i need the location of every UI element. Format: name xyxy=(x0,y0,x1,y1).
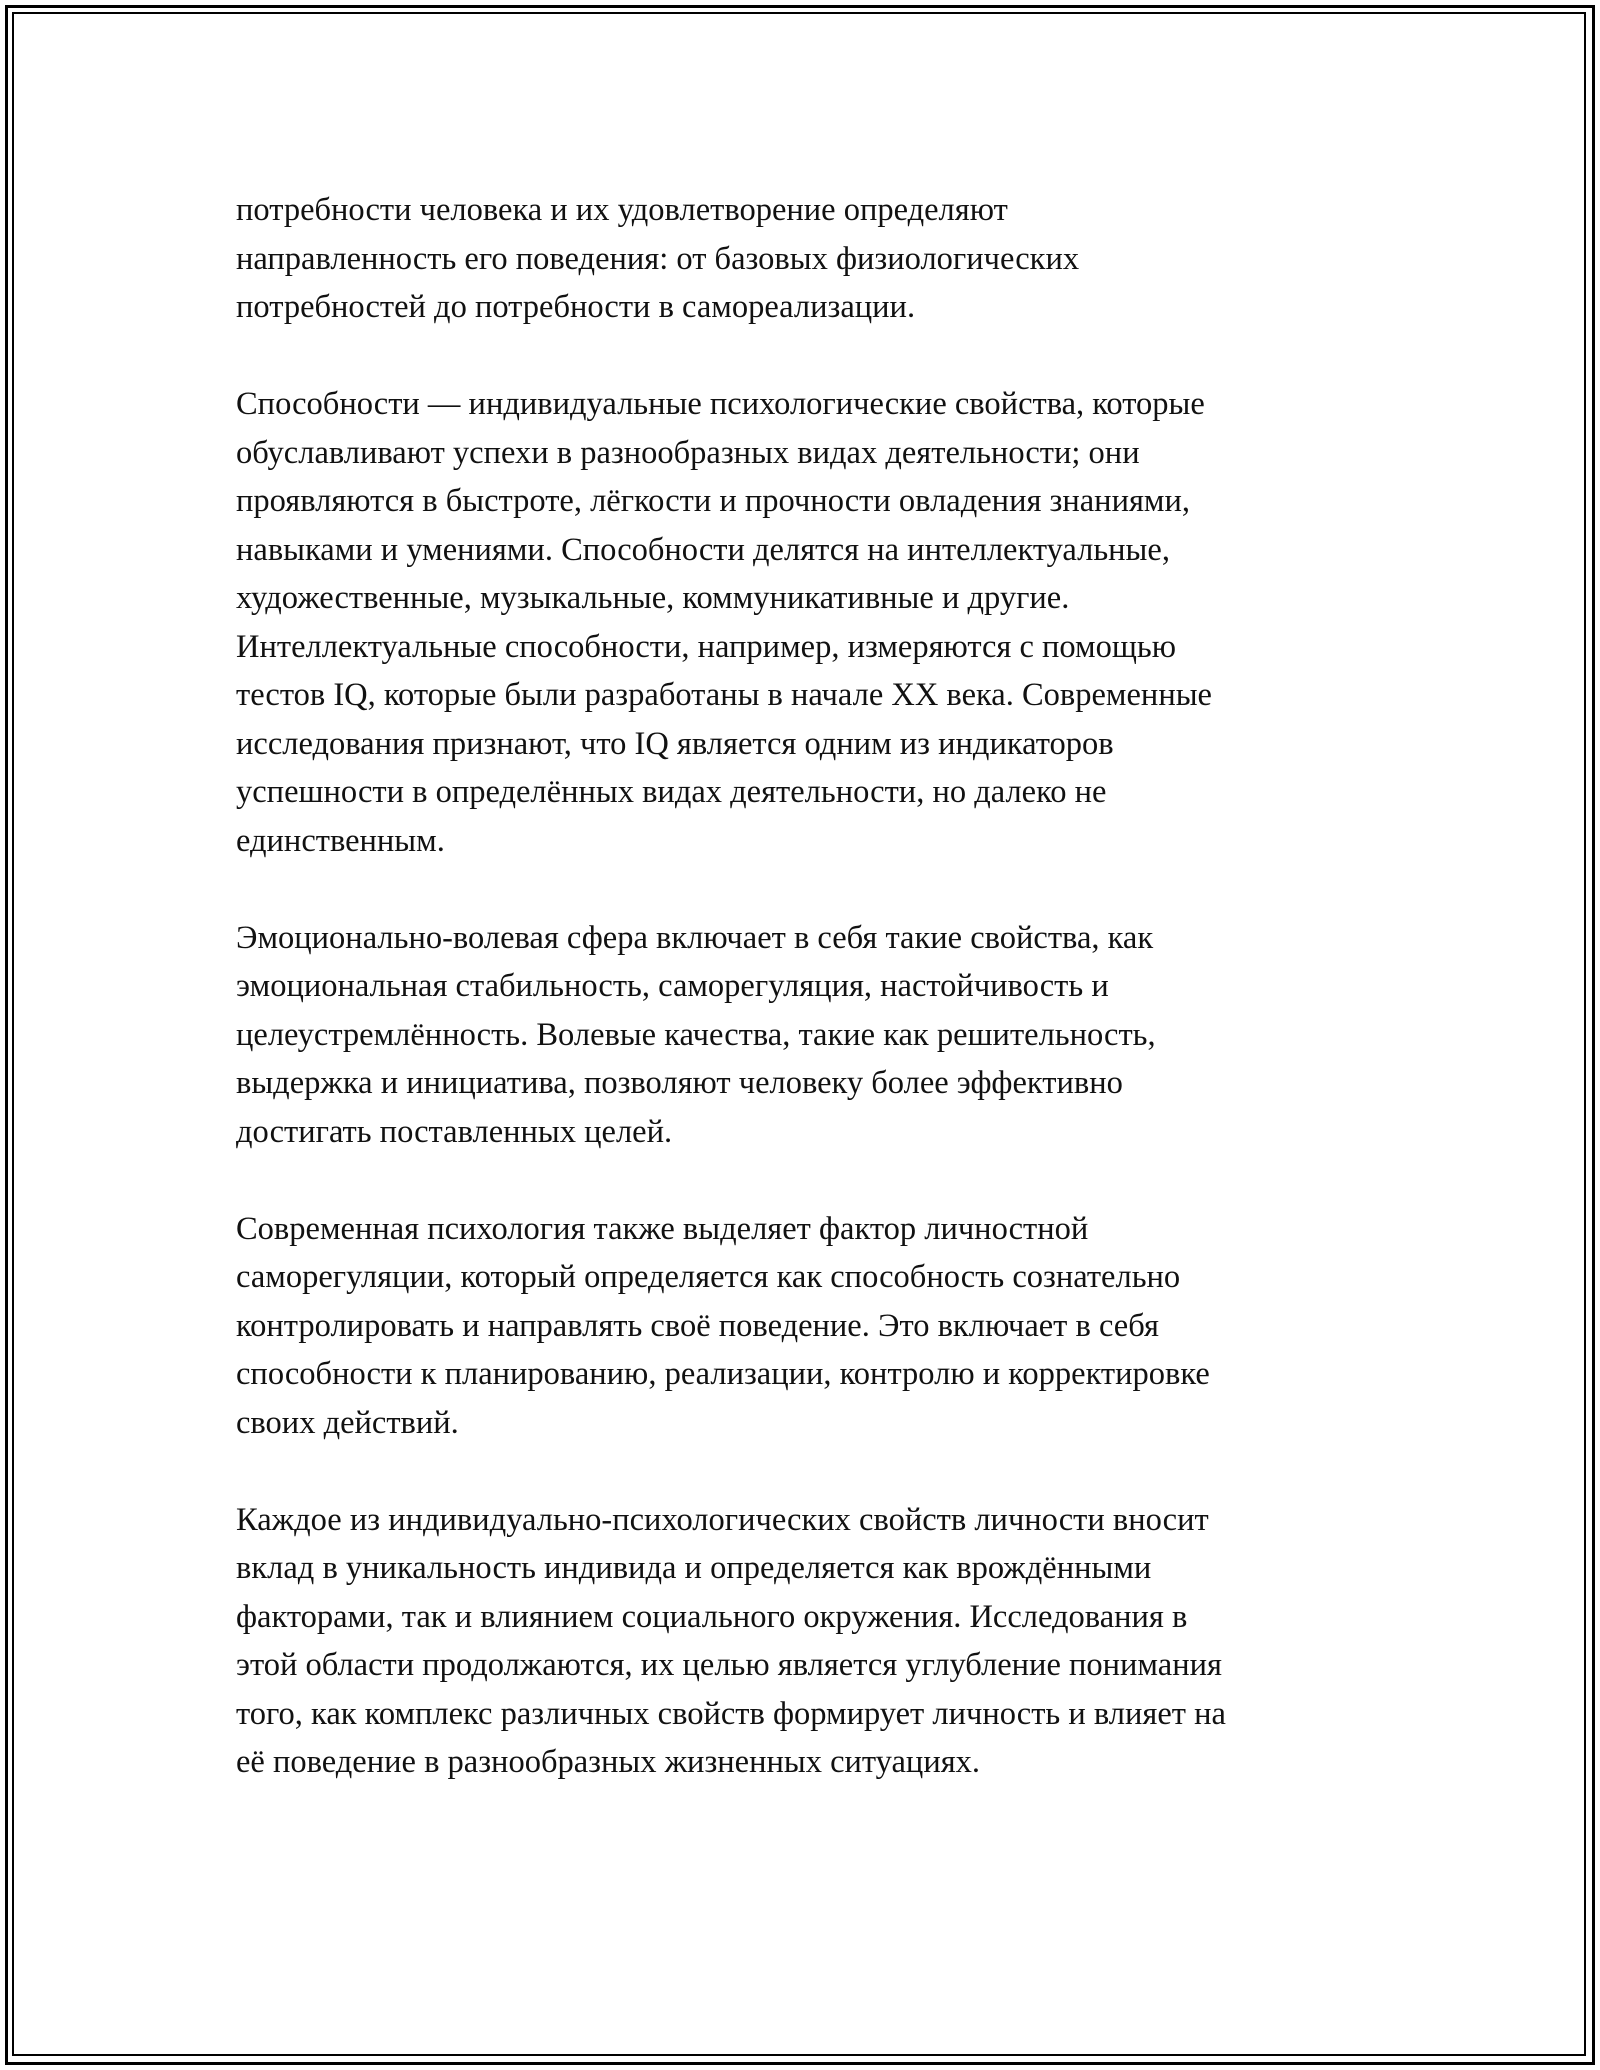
text-line: проявляются в быстроте, лёгкости и прочности овладения знаниями, xyxy=(236,483,1191,519)
text-line: потребностей до потребности в самореализации. xyxy=(236,289,916,325)
text-line: потребности человека и их удовлетворение определяют xyxy=(236,192,1008,228)
text-line: успешности в определённых видах деятельности, но далеко не xyxy=(236,774,1107,810)
text-line: вклад в уникальность индивида и определяется как врождёнными xyxy=(236,1550,1152,1586)
text-line: способности к планированию, реализации, контролю и корректировке xyxy=(236,1356,1210,1392)
text-line: факторами, так и влиянием социального окружения. Исследования в xyxy=(236,1598,1188,1635)
text-line: своих действий. xyxy=(236,1404,459,1441)
document-body xyxy=(236,186,1376,1835)
paragraph-abilities xyxy=(236,380,1376,865)
text-line: её поведение в разнообразных жизненных ситуациях. xyxy=(236,1744,981,1780)
paragraph-emotional-volitional xyxy=(236,914,1376,1157)
text-line: того, как комплекс различных свойств формирует личность и влияет на xyxy=(236,1695,1226,1732)
text-line: саморегуляции, который определяется как способность сознательно xyxy=(236,1259,1181,1295)
text-line: исследования признают, что IQ является одним из индикаторов xyxy=(236,725,1114,762)
text-line: навыками и умениями. Способности делятся на интеллектуальные, xyxy=(236,531,1170,568)
text-line: Каждое из индивидуально-психологических свойств личности вносит xyxy=(236,1501,1209,1538)
paragraph-self-regulation xyxy=(236,1205,1376,1448)
paragraph-conclusion xyxy=(236,1496,1376,1787)
text-line: эмоциональная стабильность, саморегуляция, настойчивость и xyxy=(236,968,1109,1004)
text-line: выдержка и инициатива, позволяют человеку более эффективно xyxy=(236,1065,1123,1101)
text-line: Способности — индивидуальные психологические свойства, которые xyxy=(236,386,1205,422)
text-line: направленность его поведения: от базовых физиологических xyxy=(236,240,1080,277)
text-line: обуславливают успехи в разнообразных видах деятельности; они xyxy=(236,434,1140,471)
text-line: контролировать и направлять своё поведение. Это включает в себя xyxy=(236,1307,1159,1344)
text-line: этой области продолжаются, их целью является углубление понимания xyxy=(236,1647,1222,1683)
text-line: Интеллектуальные способности, например, измеряются с помощью xyxy=(236,628,1176,665)
text-line: Современная психология также выделяет фактор личностной xyxy=(236,1210,1089,1247)
text-line: тестов IQ, которые были разработаны в начале XX века. Современные xyxy=(236,677,1212,713)
text-line: единственным. xyxy=(236,822,445,859)
text-line: целеустремлённость. Волевые качества, такие как решительность, xyxy=(236,1016,1156,1053)
text-line: Эмоционально-волевая сфера включает в себя такие свойства, как xyxy=(236,919,1154,956)
paragraph-needs xyxy=(236,186,1376,332)
text-line: достигать поставленных целей. xyxy=(236,1113,673,1150)
text-line: художественные, музыкальные, коммуникативные и другие. xyxy=(236,580,1070,616)
